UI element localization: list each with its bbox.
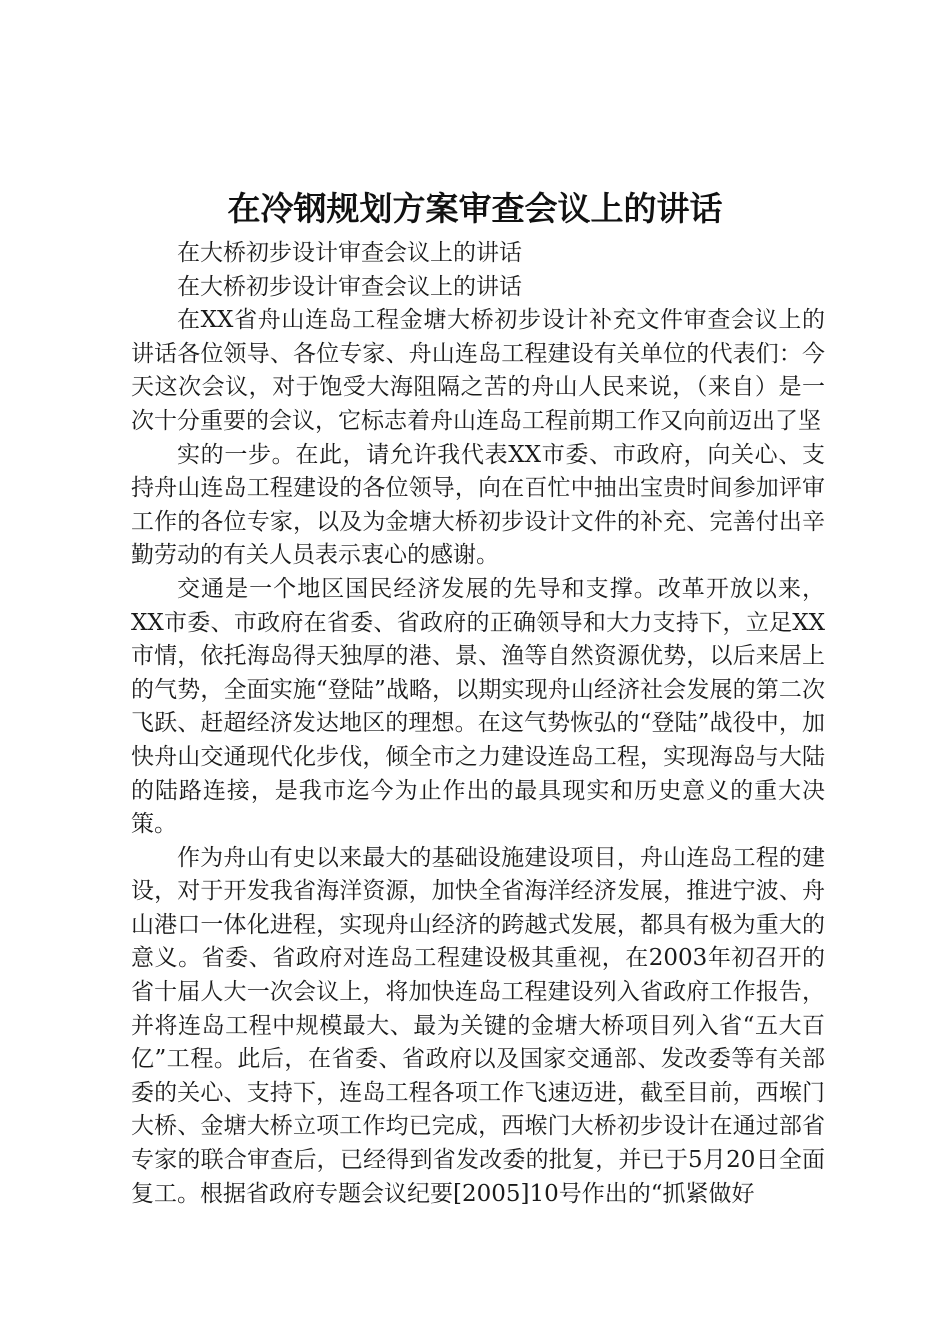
paragraph: 在XX省舟山连岛工程金塘大桥初步设计补充文件审查会议上的讲话各位领导、各位专家、舟山连岛工程建设有关单位的代表们：今天这次会议，对于饱受大海阻隔之苦的舟山人民来说，（来自）是一次十分重要的会议，它标志着舟山连岛工程前期工作又向前迈出了坚 [131,307,825,434]
paragraph: 在大桥初步设计审查会议上的讲话 [177,240,522,266]
document-title: 在冷钢规划方案审查会议上的讲话 [227,189,723,228]
paragraph: 在大桥初步设计审查会议上的讲话 [177,273,522,300]
paragraph: 交通是一个地区国民经济发展的先导和支撑。改革开放以来，XX市委、市政府在省委、省政府的正确领导和大力支持下，立足XX市情，依托海岛得天独厚的港、景、渔等自然资源优势，以后来居上的气势，全面实施“登陆”战略，以期实现舟山经济社会发展的第二次飞跃、赶超经济发达地区的理想。在这气势恢弘的“登陆”战役中，加快舟山交通现代化步伐，倾全市之力建设连岛工程，实现海岛与大陆的陆路连接，是我市迄今为止作出的最具现实和历史意义的重大决策。 [131,575,825,838]
document-body [131,237,825,1211]
paragraph: 实的一步。在此，请允许我代表XX市委、市政府，向关心、支持舟山连岛工程建设的各位领导，向在百忙中抽出宝贵时间参加评审工作的各位专家，以及为金塘大桥初步设计文件的补充、完善付出辛勤劳动的有关人员表示衷心的感谢。 [131,441,825,569]
paragraph: 作为舟山有史以来最大的基础设施建设项目，舟山连岛工程的建设，对于开发我省海洋资源，加快全省海洋经济发展，推进宁波、舟山港口一体化进程，实现舟山经济的跨越式发展，都具有极为重大的意义。省委、省政府对连岛工程建设极其重视，在2003年初召开的省十届人大一次会议上，将加快连岛工程建设列入省政府工作报告，并将连岛工程中规模最大、最为关键的金塘大桥项目列入省“五大百亿”工程。此后，在省委、省政府以及国家交通部、发改委等有关部委的关心、支持下，连岛工程各项工作飞速迈进，截至目前，西堠门大桥、金塘大桥立项工作均已完成，西堠门大桥初步设计在通过部省专家的联合审查后，已经得到省发改委的批复，并已于5月20日全面复工。根据省政府专题会议纪要[2005]10号作出的“抓紧做好 [131,844,825,1207]
